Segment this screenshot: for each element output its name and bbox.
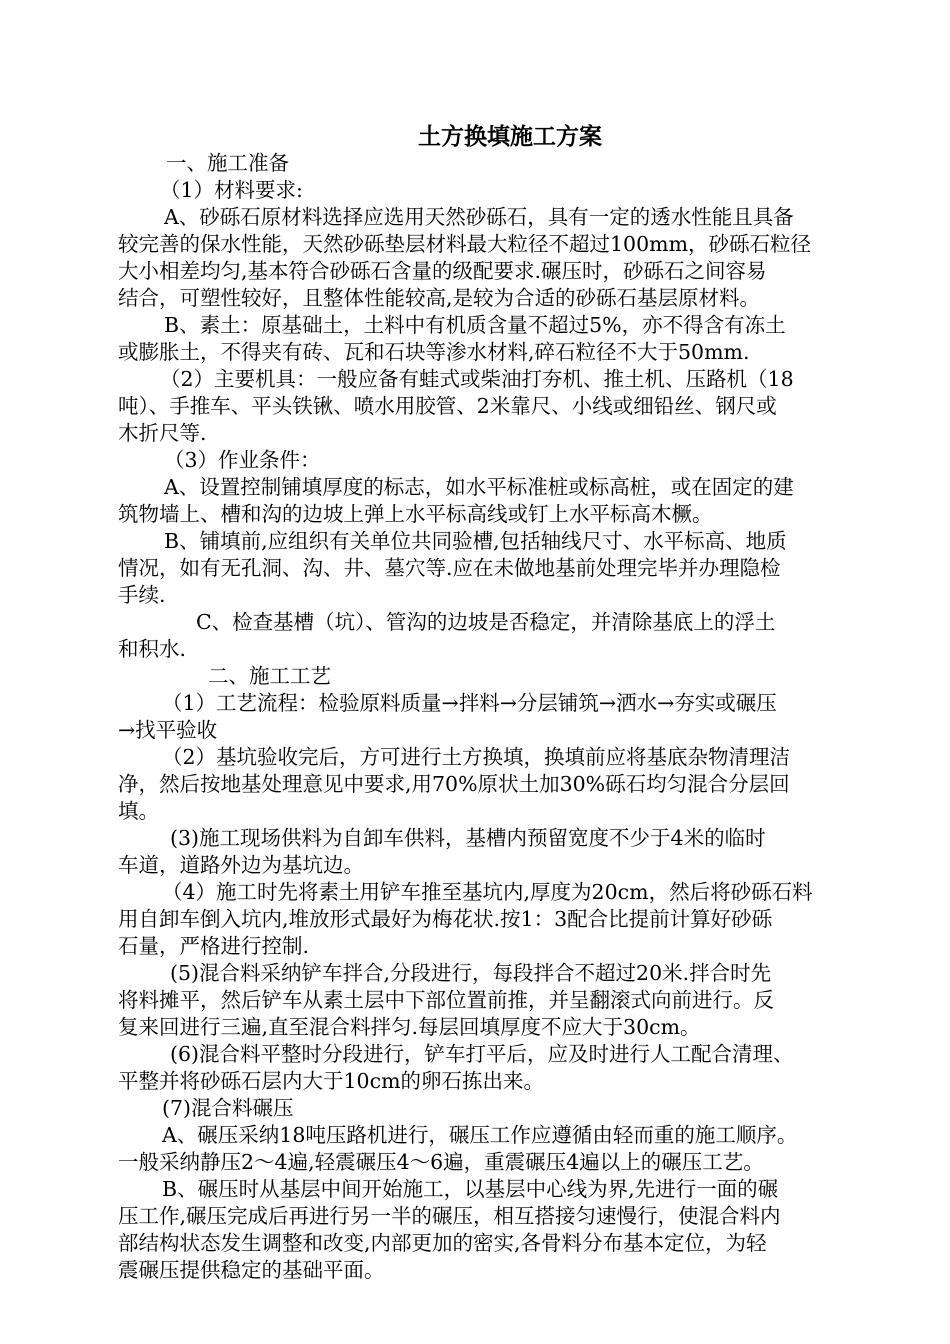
paragraph-line: A、砂砾石原材料选择应选用天然砂砾石，具有一定的透水性能且具备	[164, 205, 794, 229]
paragraph-line: 吨）、手推车、平头铁锹、喷水用胶管、2米靠尺、小线或细铅丝、钢尺或	[118, 394, 777, 418]
paragraph-line: 压工作,碾压完成后再进行另一半的碾压，相互搭接匀速慢行，使混合料内	[118, 1204, 781, 1228]
paragraph-line: 一般采纳静压2～4遍,轻震碾压4～6遍，重震碾压4遍以上的碾压工艺。	[118, 1150, 764, 1174]
subsection-heading: （3）作业条件：	[164, 448, 321, 472]
paragraph-line: （4）施工时先将素土用铲车推至基坑内,厚度为20cm，然后将砂砾石料	[162, 880, 813, 904]
paragraph-line: (6)混合料平整时分段进行，铲车打平后，应及时进行人工配合清理、	[170, 1042, 794, 1066]
subsection-heading: （1）材料要求:	[160, 178, 303, 202]
paragraph-line: 结合，可塑性较好，且整体性能较高,是较为合适的砂砾石基层原材料。	[118, 286, 761, 310]
paragraph-line: (5)混合料采纳铲车拌合,分段进行，每段拌合不超过20米.拌合时先	[170, 961, 772, 985]
paragraph-line: （1）工艺流程：检验原料质量→拌料→分层铺筑→洒水→夯实或碾压	[162, 691, 777, 715]
paragraph-line: A、碾压采纳18吨压路机进行，碾压工作应遵循由轻而重的施工顺序。	[162, 1123, 798, 1147]
paragraph-line: 复来回进行三遍,直至混合料拌匀.每层回填厚度不应大于30cm。	[118, 1015, 701, 1039]
paragraph-line: 用自卸车倒入坑内,堆放形式最好为梅花状.按1：3配合比提前计算好砂砾	[118, 907, 773, 931]
subsection-heading: (7)混合料碾压	[162, 1096, 294, 1120]
paragraph-line: 震碾压提供稳定的基础平面。	[118, 1258, 385, 1282]
paragraph-line: A、设置控制铺填厚度的标志，如水平标准桩或标高桩，或在固定的建	[164, 475, 794, 499]
paragraph-line: 净，然后按地基处理意见中要求,用70%原状土加30%砾石均匀混合分层回	[118, 772, 790, 796]
paragraph-line: C、检查基槽（坑）、管沟的边坡是否稳定，并清除基底上的浮土	[196, 610, 776, 634]
document-title: 土方换填施工方案	[418, 124, 602, 150]
paragraph-line: 筑物墙上、槽和沟的边坡上弹上水平标高线或钉上水平标高木橛。	[118, 502, 713, 526]
paragraph-line: 或膨胀土，不得夹有砖、瓦和石块等渗水材料,碎石粒径不大于50mm.	[118, 340, 750, 364]
paragraph-line: 部结构状态发生调整和改变,内部更加的密实,各骨料分布基本定位，为轻	[118, 1231, 767, 1255]
paragraph-line: 情况，如有无孔洞、沟、井、墓穴等.应在未做地基前处理完毕并办理隐检	[118, 556, 781, 580]
paragraph-line: 车道，道路外边为基坑边。	[118, 853, 364, 877]
paragraph-line: (3)施工现场供料为自卸车供料，基槽内预留宽度不少于4米的临时	[170, 826, 766, 850]
paragraph-line: （2）基坑验收完后，方可进行土方换填，换填前应将基底杂物清理洁	[162, 745, 791, 769]
paragraph-line: 平整并将砂砾石层内大于10cm的卵石拣出来。	[118, 1069, 545, 1093]
paragraph-line: 将料摊平，然后铲车从素土层中下部位置前推，并呈翻滚式向前进行。反	[118, 988, 774, 1012]
section-heading: 一、施工准备	[166, 151, 289, 175]
paragraph-line: B、碾压时从基层中间开始施工，以基层中心线为界,先进行一面的碾	[162, 1177, 779, 1201]
paragraph-line: 木折尺等.	[118, 421, 207, 445]
paragraph-line: 和积水.	[118, 637, 187, 661]
paragraph-line: B、素土：原基础土，土料中有机质含量不超过5%，亦不得含有冻土	[164, 313, 786, 337]
paragraph-line: 手续.	[118, 583, 166, 607]
paragraph-line: 大小相差均匀,基本符合砂砾石含量的级配要求.碾压时，砂砾石之间容易	[118, 259, 767, 283]
paragraph-line: 较完善的保水性能，天然砂砾垫层材料最大粒径不超过100mm，砂砾石粒径	[118, 232, 812, 256]
paragraph-line: 填。	[118, 799, 159, 823]
paragraph-line: →找平验收	[118, 718, 218, 742]
paragraph-line: 石量，严格进行控制.	[118, 934, 310, 958]
paragraph-line: （2）主要机具：一般应备有蛙式或柴油打夯机、推土机、压路机（18	[160, 367, 794, 391]
section-heading: 二、施工工艺	[208, 664, 331, 688]
paragraph-line: B、铺填前,应组织有关单位共同验槽,包括轴线尺寸、水平标高、地质	[164, 529, 787, 553]
